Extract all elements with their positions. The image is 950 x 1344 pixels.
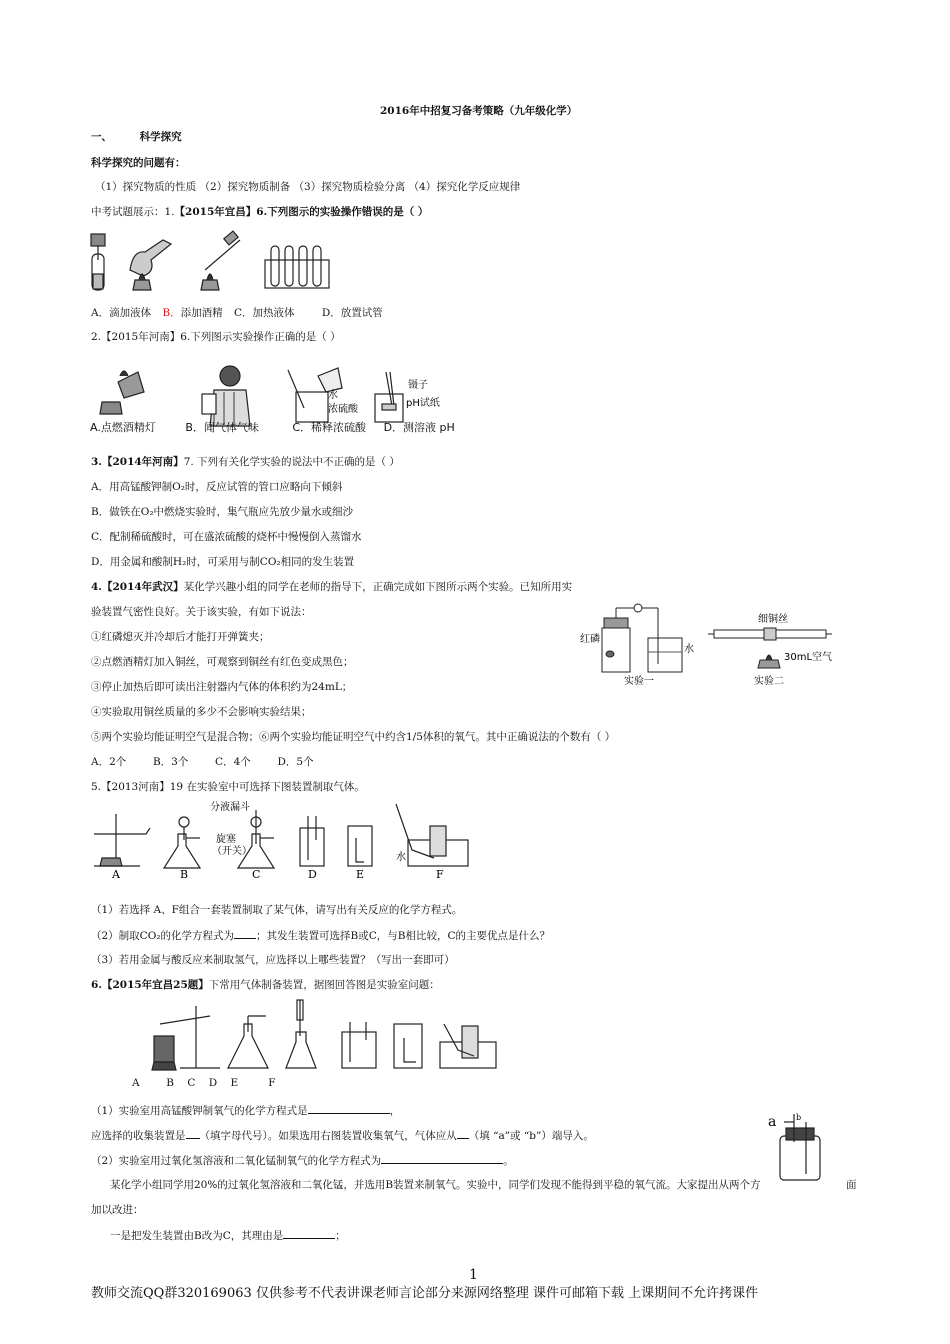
q4-options: A．2个 B．3个 C．4个 D．5个 [91, 756, 314, 768]
q3-option-c: C．配制稀硫酸时，可在盛浓硫酸的烧杯中慢慢倒入蒸馏水 [91, 531, 362, 543]
q4-statement-4: ④实验取用铜丝质量的多少不会影响实验结果； [91, 706, 312, 718]
apparatus-letter-f: F [436, 868, 444, 881]
q6-letters: A B C D E F [132, 1077, 276, 1089]
test-tube-rack-illustration [265, 246, 329, 288]
q6-part-1-collect: 应选择的收集装置是 （填字母代号）。如果选用右图装置收集氧气，气体应从 （填 “a”或 “b”）端导入。 [91, 1130, 594, 1142]
q1-tag: 【2015年宜昌】6.下列图示的实验操作错误的是（ ） [174, 206, 429, 218]
q3-option-b: B．做铁在O₂中燃烧实验时，集气瓶应先放少量水或细沙 [91, 506, 354, 518]
q2-caption-c: C．稀释浓硫酸 [292, 421, 367, 434]
air-label: 30mL空气 [784, 652, 833, 663]
apparatus-c [238, 810, 274, 868]
apparatus-e [348, 826, 372, 866]
q6-part-5: 一是把发生装置由B改为C，其理由是 ； [110, 1230, 346, 1242]
q1-prefix: 中考试题展示：1. [91, 206, 175, 218]
question-heading: 科学探究的问题有： [91, 157, 186, 169]
q1-option-c: C．加热液体 [234, 307, 295, 319]
apparatus-e [342, 1022, 376, 1068]
water-label: 水 [684, 644, 694, 655]
answer-blank[interactable] [186, 1128, 200, 1139]
apparatus-f [396, 804, 468, 866]
section-heading [91, 130, 182, 144]
q4-statement-2: ②点燃酒精灯加入铜丝，可观察到铜丝有红色变成黑色； [91, 656, 354, 668]
apparatus-d [286, 1000, 316, 1068]
experiment-two-label: 实验二 [754, 676, 784, 687]
q1-options [91, 306, 383, 320]
q6-figure [140, 996, 500, 1076]
apparatus-letter-e: E [356, 868, 365, 881]
apparatus-letter-c: C [252, 868, 261, 881]
q4-statement-5: ⑤两个实验均能证明空气是混合物；⑥两个实验均能证明空气中约含1/5体积的氧气。其中正确说法的个数有（ ） [91, 731, 616, 743]
q1-option-b: B．添加酒精 [162, 307, 223, 319]
q6-part-4: 加以改进： [91, 1204, 144, 1216]
water-label: 水 [396, 852, 406, 863]
apparatus-a [94, 814, 150, 866]
dropper-illustration [91, 234, 105, 290]
answer-blank[interactable] [308, 1103, 390, 1114]
apparatus-letter-b: B [180, 868, 189, 881]
q4-stem-line1: 4.【2014年武汉】某化学兴趣小组的同学在老师的指导下，正确完成如下图所示两个实验。已知所用实 [91, 581, 573, 593]
q1-option-a: A．滴加液体 [91, 307, 152, 319]
bottle-port-b-label: b [796, 1113, 802, 1122]
q6-part-3-end: 面 [846, 1179, 857, 1191]
red-phosphorus-label: 红磷 [580, 634, 600, 645]
apparatus-b [164, 817, 200, 868]
bottle-port-a-label: a [768, 1114, 777, 1130]
answer-blank[interactable] [283, 1228, 335, 1239]
page-title: 2016年中招复习备考策略（九年级化学） [380, 105, 578, 117]
valve-label-2: （开关） [212, 846, 252, 857]
q5-part-1: （1）若选择 A、F组合一套装置制取了某气体，请写出有关反应的化学方程式。 [91, 904, 463, 916]
q4-stem-line2: 验装置气密性良好。关于该实验，有如下说法： [91, 606, 312, 618]
apparatus-g [440, 1024, 496, 1068]
page-number: 1 [469, 1267, 478, 1283]
q1-figure [85, 230, 345, 292]
funnel-label: 分液漏斗 [210, 802, 250, 813]
tweezers-label: 镊子 [408, 380, 428, 391]
q4-statement-1: ①红磷熄灭并冷却后才能打开弹簧夹； [91, 631, 270, 643]
ph-test-illustration [375, 372, 403, 422]
q3-stem: 3.【2014年河南】7. 下列有关化学实验的说法中不正确的是（ ） [91, 456, 400, 468]
q6-part-3: 某化学小组同学用20%的过氧化氢溶液和二氧化锰，并选用B装置来制氧气。实验中，同学们发现不能得到平稳的氧气流。大家提出从两个方 [110, 1179, 761, 1191]
q2-caption-d: D．测溶液 pH [383, 421, 455, 434]
apparatus-c [228, 1016, 268, 1068]
ph-paper-label: pH试纸 [406, 398, 440, 409]
q2-stem: 2.【2015年河南】6.下列图示实验操作正确的是（ ） [91, 331, 341, 343]
answer-blank[interactable] [457, 1128, 469, 1139]
q5-letters [90, 868, 480, 882]
q1-stem [91, 205, 428, 219]
footer-note: 教师交流QQ群320169063 仅供参考不代表讲课老师言论部分来源网络整理 课件可邮箱下载 上课期间不允许拷课件 [91, 1286, 759, 1301]
heating-tube-illustration [201, 231, 240, 290]
answer-blank[interactable] [234, 928, 256, 939]
q6-part-1: （1）实验室用高锰酸钾制氧气的化学方程式是 ， [91, 1105, 401, 1117]
q2-captions [90, 421, 455, 435]
apparatus-letter-d: D [308, 868, 317, 881]
copper-label: 细铜丝 [758, 614, 788, 625]
question-list: （1）探究物质的性质 （2）探究物质制备 （3）探究物质检验分离 （4）探究化学反应规律 [95, 181, 521, 193]
q3-option-d: D．用金属和酸制H₂时，可采用与制CO₂相同的发生装置 [91, 556, 355, 568]
q2-caption-a: A.点燃酒精灯 [90, 421, 156, 434]
q3-option-a: A．用高锰酸钾制O₂时，反应试管的管口应略向下倾斜 [91, 481, 343, 493]
apparatus-d [300, 816, 324, 866]
apparatus-f [394, 1024, 422, 1068]
section-number: 一、 [91, 131, 112, 143]
acid-label: 浓硫酸 [328, 404, 358, 415]
valve-label: 旋塞 [216, 834, 236, 845]
lamp-lighting-illustration [100, 371, 144, 414]
q4-figure [580, 600, 840, 690]
q2-caption-b: B．闻气体气味 [185, 421, 259, 434]
q6-part-2: （2）实验室用过氧化氢溶液和二氧化锰制氧气的化学方程式为 。 [91, 1155, 514, 1167]
q5-part-2: （2）制取CO₂的化学方程式为 ；其发生装置可选择B或C，与B相比较，C的主要优点是什么？ [91, 930, 551, 942]
section-name: 科学探究 [139, 131, 182, 143]
apparatus-letter-a: A [112, 868, 120, 881]
q5-stem: 5.【2013河南】19 在实验室中可选择下图装置制取气体。 [91, 781, 365, 793]
water-label: 水 [328, 390, 338, 401]
answer-blank[interactable] [381, 1153, 503, 1164]
apparatus-a-b [152, 1006, 220, 1070]
experiment-one-illustration [602, 604, 682, 672]
experiment-one-label: 实验一 [624, 676, 654, 687]
q6-stem: 6.【2015年宜昌25题】下常用气体制备装置，据图回答图是实验室问题： [91, 979, 440, 991]
alcohol-lamp-illustration [130, 240, 171, 290]
q5-part-3: （3）若用金属与酸反应来制取氢气，应选择以上哪些装置？（写出一套即可） [91, 954, 455, 966]
q4-statement-3: ③停止加热后即可读出注射器内气体的体积约为24mL； [91, 681, 353, 693]
q1-option-d: D．放置试管 [321, 307, 383, 319]
smell-gas-illustration [202, 366, 250, 426]
collection-bottle-figure [766, 1112, 836, 1184]
